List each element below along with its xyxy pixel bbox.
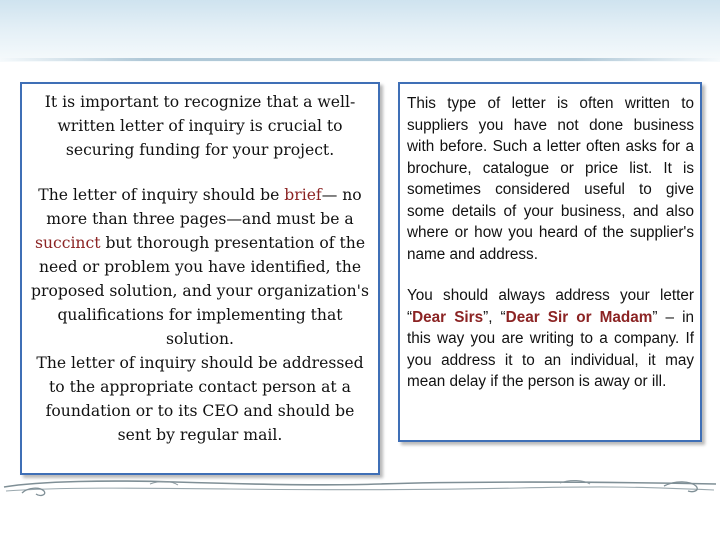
right-paragraph-purpose: This type of letter is often written to suppliers you have not done business with before. Such a letter often asks for a brochure, catalogue or price list. It is sometimes considered useful to give some details of your business, and also where or how you heard of the supplier's name and address. (407, 95, 694, 263)
footer-ornament (0, 478, 720, 500)
right-text-box (398, 82, 702, 442)
header-band (0, 0, 720, 62)
left-p2-text-2: — no more than three pages—and must be a (46, 186, 362, 228)
left-paragraph-brief (30, 183, 370, 351)
highlight-succinct: succinct (34, 234, 101, 252)
left-paragraph-addressing: The letter of inquiry should be addressed to the appropriate contact person at a foundation or to its CEO and should be sent by regular mail. (36, 354, 364, 444)
left-paragraph-intro: It is important to recognize that a well-written letter of inquiry is crucial to securing funding for your project. (44, 93, 356, 159)
right-p2-text-3: ” – in this way you are writing to a company. If you address it to an individual, it may mean delay if the person is away or ill. (407, 308, 694, 390)
highlight-dear-sirs: Dear Sirs (412, 308, 484, 326)
highlight-brief: brief (284, 186, 322, 204)
right-p2-text-1: You should always address your letter “ (407, 287, 694, 326)
highlight-dear-sir-or-madam: Dear Sir or Madam (505, 308, 653, 326)
left-text-box (20, 82, 380, 475)
header-divider (0, 58, 720, 61)
left-p2-text-1: The letter of inquiry should be (38, 186, 285, 204)
left-p2-text-3: but thorough presentation of the need or problem you have identified, the proposed solution, and your organization's qualifications for implementing that solution. (31, 234, 369, 348)
right-paragraph-salutation (407, 285, 694, 393)
right-p2-text-2: ”, “ (483, 308, 506, 326)
